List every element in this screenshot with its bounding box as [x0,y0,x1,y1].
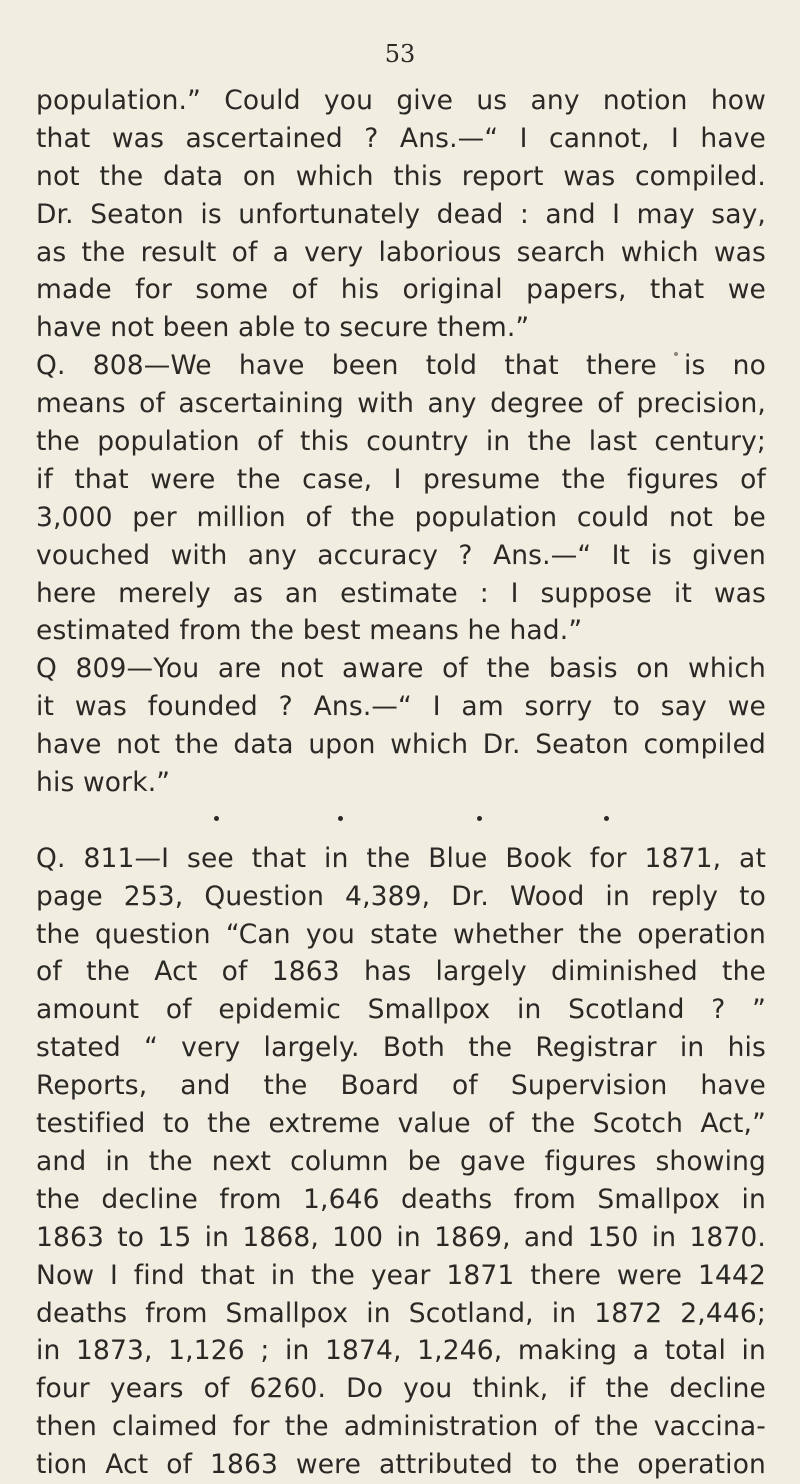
text-line: Dr. Seaton is unfortunately dead : and I may say, [36,198,766,230]
text-line: here merely as an estimate : I suppose it was [36,577,766,609]
text-line: his work.” [36,767,171,799]
text-line: the question “Can you state whether the operation [36,918,766,950]
text-line: of the Act of 1863 has largely diminished the [36,956,766,988]
separator-dot [338,816,343,821]
text-line: tion Act of 1863 were attributed to the operation [36,1449,766,1481]
text-line: made for some of his original papers, that we [36,274,766,306]
separator-dot [477,816,482,821]
page-number: 53 [384,40,416,68]
ellipsis-separator [36,802,766,840]
separator-dot [214,816,219,821]
text-line: it was founded ? Ans.—“ I am sorry to say we [36,691,766,723]
text-line: deaths from Smallpox in Scotland, in 1872 2,446; [36,1297,766,1329]
text-line: then claimed for the administration of the vaccina- [36,1411,766,1443]
body-text [36,82,766,1484]
text-line: the population of this country in the last century; [36,426,766,458]
text-line: and in the next column be gave figures showing [36,1145,766,1177]
text-line: stated “ very largely. Both the Registrar in his [36,1032,766,1064]
text-line: page 253, Question 4,389, Dr. Wood in reply to [36,880,766,912]
text-line: Reports, and the Board of Supervision have [36,1070,766,1102]
text-line: four years of 6260. Do you think, if the decline [36,1373,766,1405]
text-line: population.” Could you give us any notion how [36,85,766,116]
text-line: 1863 to 15 in 1868, 100 in 1869, and 150 in 1870. [36,1221,766,1253]
text-line: amount of epidemic Smallpox in Scotland ? ” [36,994,766,1026]
text-line: in 1873, 1,126 ; in 1874, 1,246, making a total in [36,1335,766,1367]
text-line: Now I find that in the year 1871 there were 1442 [36,1259,766,1291]
text-line: as the result of a very laborious search which was [36,236,766,268]
text-line: vouched with any accuracy ? Ans.—“ It is given [36,539,766,571]
text-line: not the data on which this report was compiled. [36,160,766,192]
text-line: estimated from the best means he had.” [36,615,583,647]
text-line: if that were the case, I presume the figures of [36,463,766,495]
text-line: Q. 811—I see that in the Blue Book for 1871, at [36,842,766,874]
text-line: that was ascertained ? Ans.—“ I cannot, I have [36,122,766,154]
text-line: Q 809—You are not aware of the basis on which [36,653,766,685]
text-line: Q. 808—We have been told that there is no [36,350,766,382]
text-line: testified to the extreme value of the Scotch Act,” [36,1108,766,1140]
separator-dot [604,816,609,821]
text-line: have not the data upon which Dr. Seaton compiled [36,729,766,761]
text-line: 3,000 per million of the population could not be [36,501,766,533]
text-line: have not been able to secure them.” [36,312,530,344]
text-line: means of ascertaining with any degree of precision, [36,388,766,420]
text-line: the decline from 1,646 deaths from Smallpox in [36,1183,766,1215]
